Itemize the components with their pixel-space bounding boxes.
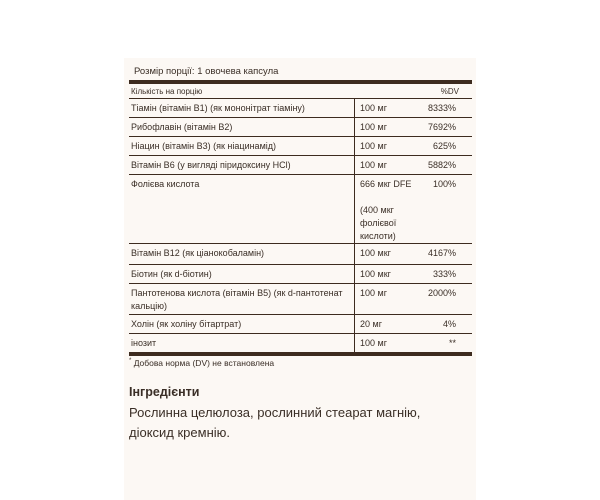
nutrient-name: Вітамін B6 (у вигляді піридоксину HCl): [131, 160, 291, 170]
nutrient-name: Біотин (як d-біотин): [131, 269, 212, 279]
nutrient-dv: 8333%: [427, 103, 456, 113]
nutrient-amount: 100 мкг: [360, 248, 391, 258]
nutrient-name: Холін (як холіну бітартрат): [131, 319, 242, 329]
nutrient-dv: 333%: [432, 269, 456, 279]
nutrient-amount: 20 мг: [360, 319, 382, 329]
table-header: [129, 84, 472, 99]
table-bottom-bar: [129, 352, 472, 356]
ingredients-text: Рослинна целюлоза, рослинний стеарат магнію, діоксид кремнію.: [129, 405, 421, 440]
table-row: [129, 137, 472, 156]
table-row: [129, 315, 472, 334]
nutrient-name: інозит: [131, 338, 157, 348]
supplement-facts-panel: [124, 58, 476, 500]
table-row: [129, 265, 472, 284]
nutrient-name: Ніацин (вітамін B3) (як ніацинамід): [131, 141, 277, 151]
nutrient-amount: 100 мг: [360, 103, 387, 113]
table-row: [129, 118, 472, 137]
nutrient-name: Пантотенова кислота (вітамін B5) (як d-пантотенат кальцію): [131, 288, 343, 311]
table-row: [129, 99, 472, 118]
nutrient-dv: 625%: [432, 141, 456, 151]
nutrient-amount: 666 мкг DFE (400 мкг фолієвої кислоти): [360, 179, 412, 241]
nutrient-dv: 4%: [442, 319, 456, 329]
nutrient-name: Вітамін B12 (як ціанокобаламін): [131, 248, 265, 258]
nutrient-dv: 5882%: [427, 160, 456, 170]
nutrient-dv: 4167%: [427, 248, 456, 258]
nutrient-dv: 2000%: [427, 288, 456, 298]
nutrient-name: Тіамін (вітамін B1) (як мононітрат тіаміну): [131, 103, 305, 113]
nutrient-amount: 100 мг: [360, 122, 387, 132]
serving-size: Розмір порції: 1 овочева капсула: [134, 66, 279, 77]
table-row: [129, 334, 472, 352]
table-row: [129, 156, 472, 175]
table-row: [129, 175, 472, 244]
nutrient-dv: 100%: [432, 179, 456, 189]
table-row: [129, 284, 472, 315]
nutrient-amount: 100 мкг: [360, 269, 391, 279]
table-row: [129, 244, 472, 265]
footnote-mark: *: [129, 358, 132, 365]
footnote: [129, 358, 274, 368]
footnote-text: Добова норма (DV) не встановлена: [131, 358, 275, 368]
nutrient-amount: 100 мг: [360, 288, 387, 298]
nutrient-amount: 100 мг: [360, 141, 387, 151]
nutrient-amount: 100 мг: [360, 160, 387, 170]
header-amount-per-serving: Кількість на порцію: [131, 87, 203, 96]
nutrient-dv: 7692%: [427, 122, 456, 132]
nutrient-name: Фолієва кислота: [131, 179, 200, 189]
ingredients-title: Інгредієнти: [129, 385, 200, 399]
nutrition-table: [129, 80, 472, 356]
nutrient-dv: **: [448, 338, 456, 348]
nutrient-name: Рибофлавін (вітамін B2): [131, 122, 233, 132]
header-dv: %DV: [440, 87, 459, 96]
nutrient-amount: 100 мг: [360, 338, 387, 348]
